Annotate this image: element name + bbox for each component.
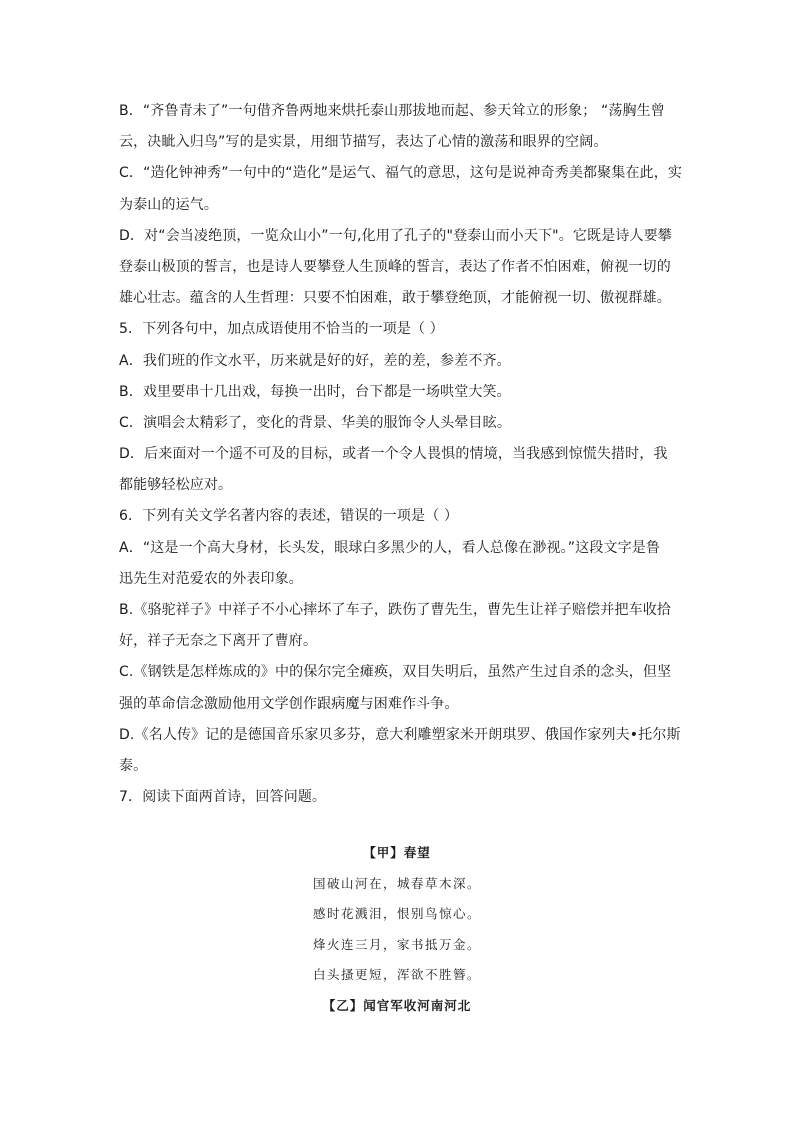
poem-jia-line-3: 烽火连三月，家书抵万金。: [312, 936, 481, 952]
q5-option-d-line-1: D．后来面对一个遥不可及的目标，或者一个令人畏惧的情境，当我感到惊慌失措时，我: [119, 446, 668, 463]
q5-stem: 5．下列各句中，加点成语使用不恰当的一项是（ ）: [119, 321, 444, 338]
q5-option-b: B．戏里要串十几出戏，每换一出时，台下都是一场哄堂大笑。: [119, 383, 511, 400]
q4-option-d-line-3: 雄心壮志。蕴含的人生哲理：只要不怕困难，敢于攀登绝顶，才能俯视一切、傲视群雄。: [119, 290, 671, 307]
q6-option-c-line-2: 强的革命信念激励他用文学创作跟病魔与困难作斗争。: [119, 695, 459, 712]
q6-option-c-line-1: C.《钢铁是怎样炼成的》中的保尔完全瘫痪，双目失明后，虽然产生过自杀的念头，但坚: [119, 664, 672, 681]
q6-option-b-line-1: B.《骆驼祥子》中祥子不小心摔坏了车子，跌伤了曹先生，曹先生让祥子赔偿并把车收拾: [119, 602, 672, 618]
q6-option-d-line-1: D.《名人传》记的是德国音乐家贝多芬，意大利雕塑家米开朗琪罗、俄国作家列夫•托尔斯: [119, 726, 681, 743]
q5-option-d-line-2: 都能够轻松应对。: [119, 477, 233, 494]
q4-option-d-line-1: D．对“会当凌绝顶，一览众山小”一句,化用了孔子的"登泰山而小天下"。它既是诗人要攀: [119, 227, 672, 244]
q6-option-a-line-2: 迅先生对范爱农的外表印象。: [119, 570, 303, 587]
poem-yi-title: 【乙】闻官军收河南河北: [322, 997, 472, 1013]
q6-option-d-line-2: 泰。: [119, 757, 148, 774]
q6-option-b-line-2: 好，祥子无奈之下离开了曹府。: [119, 633, 318, 650]
q4-option-b-line-1: B．“齐鲁青未了”一句借齐鲁两地来烘托泰山那拔地而起、参天耸立的形象； “荡胸生曾: [119, 103, 665, 119]
question-text-block: [119, 96, 683, 813]
poem-jia-line-1: 国破山河在，城春草木深。: [312, 875, 481, 891]
q4-option-b-line-2: 云，决眦入归鸟”写的是实景，用细节描写，表达了心情的激荡和眼界的空阔。: [119, 134, 608, 151]
poem-block: [0, 838, 794, 1021]
poem-jia-title: 【甲】春望: [363, 845, 431, 860]
poem-jia-line-4: 白头搔更短，浑欲不胜簪。: [312, 967, 481, 982]
q4-option-c-line-1: C．“造化钟神秀”一句中的“造化”是运气、福气的意思，这句是说神奇秀美都聚集在此，实: [119, 165, 683, 182]
q6-stem: 6．下列有关文学名著内容的表述，错误的一项是（ ）: [119, 508, 459, 525]
q4-option-c-line-2: 为泰山的运气。: [119, 196, 219, 213]
q4-option-d-line-2: 登泰山极顶的誓言，也是诗人要攀登人生顶峰的誓言，表达了作者不怕困难，俯视一切的: [119, 258, 671, 275]
q5-option-c: C．演唱会太精彩了，变化的背景、华美的服饰令人头晕目眩。: [119, 414, 511, 431]
q5-option-a: A．我们班的作文水平，历来就是好的好，差的差，参差不齐。: [119, 352, 511, 369]
poem-jia-line-2: 感时花溅泪，恨别鸟惊心。: [312, 906, 481, 921]
q6-option-a-line-1: A．“这是一个高大身材，长头发，眼球白多黑少的人，看人总像在渺视。”这段文字是鲁: [119, 539, 661, 556]
q7-stem: 7．阅读下面两首诗，回答问题。: [119, 789, 327, 806]
